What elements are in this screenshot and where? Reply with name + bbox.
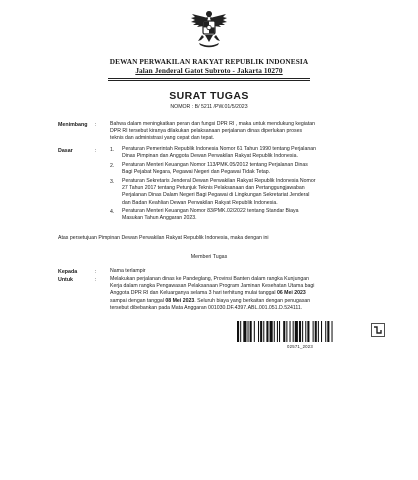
menimbang-line: DPR RI tersebut kiranya dilakukan pelaksanaan perjalanan dinas diperlukan proses xyxy=(110,128,303,135)
untuk-line-text: sampai dengan tanggal xyxy=(110,297,166,304)
barcode-bar xyxy=(299,321,301,342)
dasar-line: Masukan Tahun Anggaran 2023. xyxy=(122,215,197,222)
untuk-line xyxy=(110,290,395,297)
barcode-bar xyxy=(266,321,268,342)
barcode-bar xyxy=(243,321,246,342)
dasar-item-number: 3. xyxy=(110,179,115,185)
barcode-bar xyxy=(307,321,309,342)
dasar-item-number: 1. xyxy=(110,147,115,153)
barcode-bar xyxy=(327,321,329,342)
menimbang-text xyxy=(110,121,390,143)
menimbang-line: Bahwa dalam meningkatkan peran dan fungsi DPR RI , maka untuk mendukung kegiatan xyxy=(110,121,316,127)
menimbang-label: Menimbang xyxy=(58,122,88,128)
barcode-bar xyxy=(313,321,314,342)
barcode-bar xyxy=(290,321,291,342)
dasar-item-number: 4. xyxy=(110,209,115,215)
permission-text: Atas persetujuan Pimpinan Dewan Perwakilan Rakyat Republik Indonesia, maka dengan ini xyxy=(58,235,269,241)
barcode-bar xyxy=(250,321,252,342)
barcode-bar xyxy=(254,321,255,342)
menimbang-colon: : xyxy=(95,122,97,128)
barcode-bar xyxy=(305,321,306,342)
dasar-line: Dinas Pimpinan dan Anggota Dewan Perwakilan Rakyat Republik Indonesia. xyxy=(122,153,298,160)
barcode-bar xyxy=(283,321,285,342)
untuk-colon: : xyxy=(95,277,97,283)
dasar-colon: : xyxy=(95,148,97,154)
untuk-line xyxy=(110,298,395,305)
institution-address: Jalan Jenderal Gatot Subroto - Jakarta 10270 xyxy=(135,66,283,75)
barcode-bar xyxy=(302,321,303,342)
untuk-line: tersebut dibebankan pada Mata Anggaran 001030.DF.4397.ABL.001.051.D.524111. xyxy=(110,304,303,311)
barcode-bar xyxy=(279,321,280,342)
untuk-line-text: . Seluruh biaya yang berkaitan dengan penugasan xyxy=(194,297,311,304)
start-date: 06 Mei 2023 xyxy=(276,290,306,297)
untuk-line-text: Anggota DPR RI dan Keluarganya selama 3 hari terhitung mulai tanggal xyxy=(110,290,277,297)
header-divider xyxy=(108,78,310,79)
dasar-line: Perjalanan Dinas Dalam Negeri Bagi Pegawai di Lingkungan Sekretariat Jenderal xyxy=(122,192,310,199)
dasar-line: dan Badan Keahlian Dewan Perwakilan Rakyat Republik Indonesia. xyxy=(122,199,278,206)
barcode-bar xyxy=(295,321,298,342)
dasar-line: Bagi Pejabat Negara, Pegawai Negeri dan Pegawai Tidak Tetap. xyxy=(122,169,271,176)
header-divider-thin xyxy=(108,80,310,81)
untuk-text xyxy=(110,276,395,312)
dasar-item-1 xyxy=(122,146,390,160)
barcode-bar xyxy=(263,321,264,342)
untuk-label: Untuk xyxy=(58,277,74,283)
barcode-bar xyxy=(258,321,259,342)
barcode-bar xyxy=(325,321,326,342)
dasar-line: Peraturan Pemerintah Republik Indonesia Nomor 61 Tahun 1990 tentang Perjalanan xyxy=(122,146,316,152)
memberi-tugas-heading: Memberi Tugas xyxy=(190,254,228,260)
dasar-item-2 xyxy=(122,162,390,176)
barcode-bar xyxy=(318,321,319,342)
dasar-line: Peraturan Menteri Keuangan Nomor 83/PMK.02/2022 tentang Standar Biaya xyxy=(122,208,299,214)
barcode-bar xyxy=(274,321,275,342)
barcode-bar xyxy=(315,321,317,342)
end-date: 08 Mei 2023 xyxy=(165,297,195,304)
barcode-bar xyxy=(277,321,278,342)
untuk-line: Melakukan perjalanan dinas ke Pandeglang, Provinsi Banten dalam rangka Kunjungan xyxy=(110,276,309,282)
letter-number: NOMOR : B/ 5211 /PW.01/5/2023 xyxy=(170,104,248,110)
untuk-line: Kerja dalam rangka Pengawasan Pelaksanaan Program Jaminan Kesehatan Utama bagi xyxy=(110,283,315,290)
barcode-bar xyxy=(270,321,273,342)
kepada-value: Nama terlampir xyxy=(110,268,146,274)
kepada-label: Kepada xyxy=(58,269,78,275)
dasar-label: Dasar xyxy=(58,148,73,154)
barcode-bar xyxy=(240,321,241,342)
barcode-bar xyxy=(286,321,287,342)
dasar-item-4 xyxy=(122,208,390,222)
menimbang-line: teknis dan administrasi yang cepat dan tepat. xyxy=(110,135,215,142)
barcode-bar xyxy=(248,321,249,342)
barcode-bar xyxy=(237,321,239,342)
barcode-bar xyxy=(260,321,262,342)
qr-stamp-icon xyxy=(371,323,385,337)
barcode xyxy=(237,321,377,343)
dasar-item-3 xyxy=(122,178,390,207)
dasar-line: 27 Tahun 2017 tentang Petunjuk Teknis Pelaksanaan dan Pertanggungjawaban xyxy=(122,185,305,192)
dasar-line: Peraturan Menteri Keuangan Nomor 113/PMK.05/2012 tentang Perjalanan Dinas xyxy=(122,162,308,168)
garuda-emblem-icon xyxy=(188,8,230,50)
dasar-item-number: 2. xyxy=(110,163,115,169)
barcode-bar xyxy=(293,321,294,342)
barcode-code: 02571_2023 xyxy=(287,344,313,349)
barcode-bar xyxy=(332,321,333,342)
barcode-bar xyxy=(321,321,322,342)
institution-name: DEWAN PERWAKILAN RAKYAT REPUBLIK INDONESIA xyxy=(109,57,309,66)
letter-title: SURAT TUGAS xyxy=(169,90,249,102)
dasar-line: Peraturan Sekretaris Jenderal Dewan Perwakilan Rakyat Republik Indonesia Nomor xyxy=(122,178,316,184)
kepada-colon: : xyxy=(95,269,97,275)
